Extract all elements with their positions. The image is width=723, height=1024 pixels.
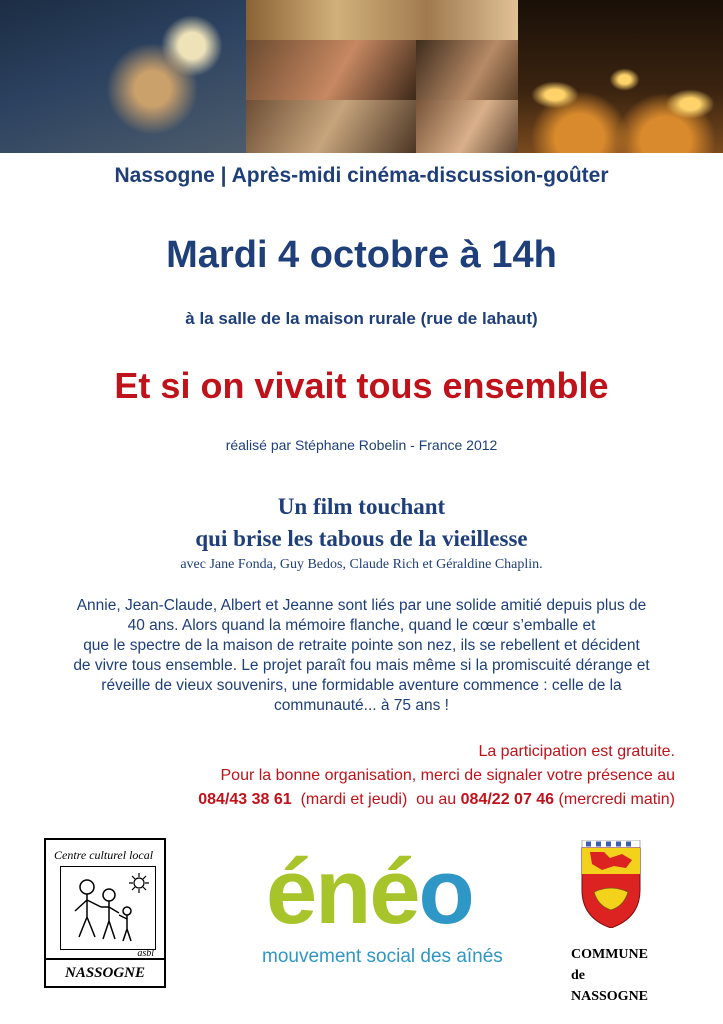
coat-of-arms-icon: [576, 840, 646, 928]
eneo-subtitle: mouvement social des aînés: [262, 946, 503, 967]
eneo-wordmark: [266, 842, 473, 942]
eneo-wordmark-end: o: [418, 841, 473, 943]
centre-culturel-logo: [44, 838, 166, 988]
film-still: [246, 100, 416, 153]
synopsis-line: réveille de vieux souvenirs, une formidable aventure commence : celle de la: [101, 677, 622, 694]
ccl-logo-text: Centre culturel local: [54, 848, 154, 862]
film-tagline-1: Un film touchant: [277, 494, 446, 519]
eneo-wordmark-main: éné: [266, 841, 419, 943]
film-director: réalisé par Stéphane Robelin - France 2012: [225, 437, 498, 453]
commune-line: NASSOGNE: [571, 989, 649, 1004]
synopsis-line: que le spectre de la maison de retraite pointe son nez, ils se rebellent et décident: [83, 637, 640, 654]
contact-phones: [35, 791, 675, 809]
film-stills-collage: [246, 0, 518, 153]
free-participation: La participation est gratuite.: [478, 743, 675, 760]
film-still: [416, 100, 518, 153]
film-synopsis: [20, 596, 703, 716]
film-still: [246, 40, 416, 100]
film-tagline-2: qui brise les tabous de la vieillesse: [195, 526, 528, 551]
film-title: Et si on vivait tous ensemble: [114, 365, 609, 406]
eneo-logo: [262, 842, 516, 972]
synopsis-line: Annie, Jean-Claude, Albert et Jeanne sont liés par une solide amitié depuis plus de: [76, 597, 647, 614]
photo-banner: [0, 0, 723, 153]
evening-dinner-photo: [0, 0, 246, 153]
film-still: [416, 40, 518, 100]
phone-number-2: 084/22 07 46: [460, 791, 555, 808]
ccl-nassogne-text: NASSOGNE: [46, 958, 164, 986]
commune-line: COMMUNE: [571, 947, 648, 962]
ccl-asbl-text: asbl: [137, 948, 154, 959]
family-drawing-icon: [61, 867, 155, 949]
event-venue: à la salle de la maison rurale (rue de lahaut): [185, 309, 538, 328]
event-date: Mardi 4 octobre à 14h: [166, 234, 557, 276]
commune-label: [571, 944, 648, 1007]
commune-line: de: [571, 968, 585, 983]
film-cast: avec Jane Fonda, Guy Bedos, Claude Rich et Géraldine Chaplin.: [180, 557, 543, 572]
candles-photo: [518, 0, 723, 153]
synopsis-line: de vivre tous ensemble. Le projet paraît fou mais même si la promiscuité dérange et: [73, 657, 650, 674]
phone-number-1: 084/43 38 61: [198, 791, 292, 808]
page-header: Nassogne | Après-midi cinéma-discussion-goûter: [114, 164, 609, 187]
phone-1-days: (mardi et jeudi): [300, 791, 408, 808]
synopsis-line: communauté... à 75 ans !: [274, 697, 449, 714]
or-label: ou au: [416, 791, 457, 808]
registration-note: Pour la bonne organisation, merci de signaler votre présence au: [220, 767, 675, 784]
film-still: [246, 0, 518, 40]
ccl-logo-figures: [60, 866, 156, 950]
synopsis-line: 40 ans. Alors quand la mémoire flanche, quand le cœur s’emballe et: [127, 617, 596, 634]
phone-2-days: (mercredi matin): [558, 791, 675, 808]
